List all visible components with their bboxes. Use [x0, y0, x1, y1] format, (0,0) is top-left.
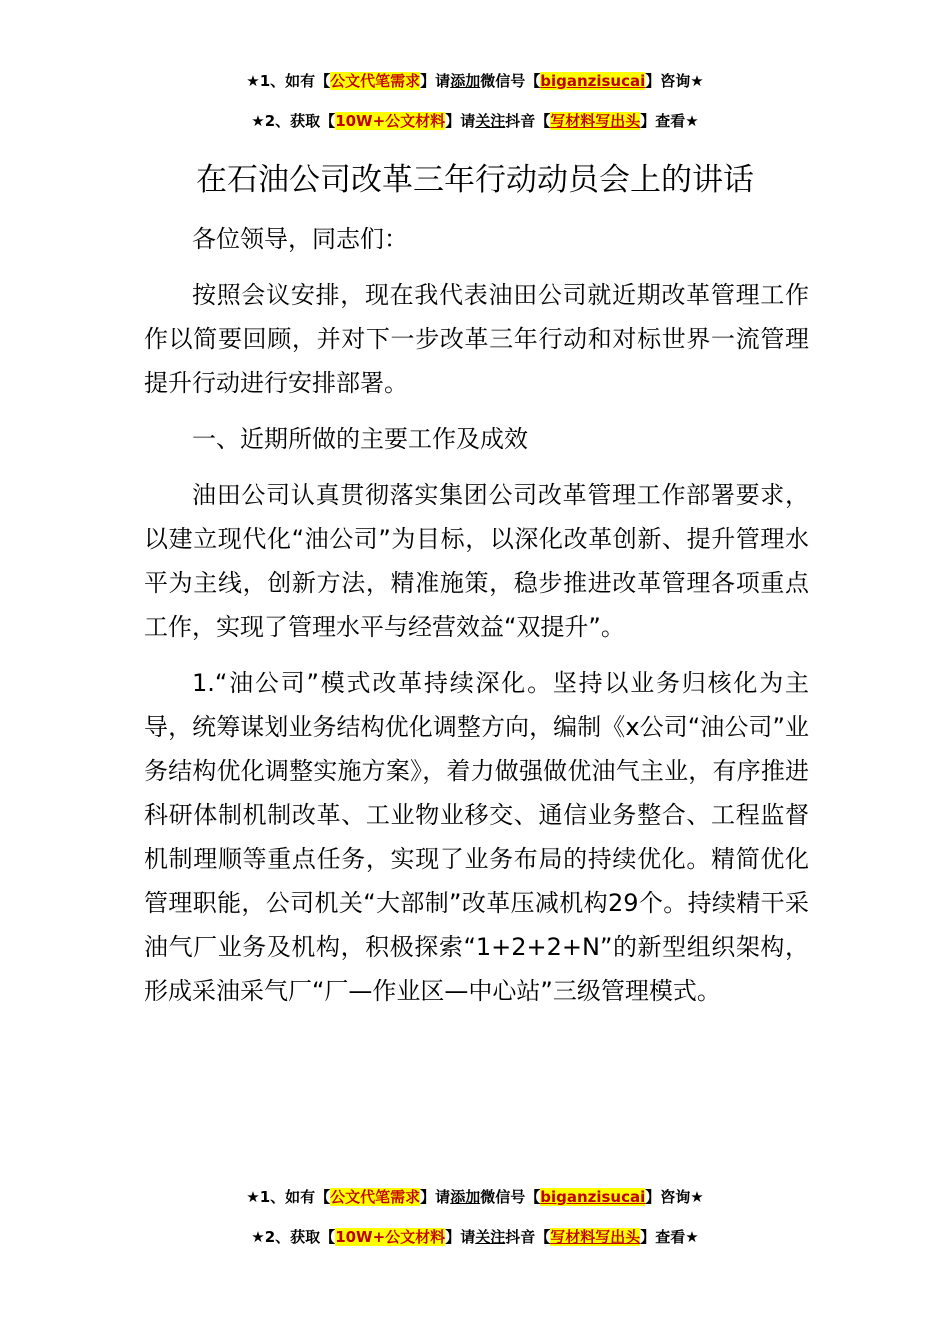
- star-icon: ★: [246, 72, 260, 90]
- star-icon: ★: [251, 1228, 265, 1246]
- document-title: 在石油公司改革三年行动动员会上的讲话: [196, 162, 754, 198]
- douyin-account-link[interactable]: 写材料写出头: [550, 112, 641, 130]
- paragraph-overview: 油田公司认真贯彻落实集团公司改革管理工作部署要求，以建立现代化“油公司”为目标，以深化改革创新、提升管理水平为主线，创新方法，精准施策，稳步推进改革管理各项重点工作，实现了管理水平与经营效益“双提升”。: [144, 481, 809, 641]
- douyin-account-link[interactable]: 写材料写出头: [550, 1228, 641, 1246]
- wechat-id-link[interactable]: biganzisucai: [540, 72, 646, 90]
- header-banner-line-1: ★1、如有【公文代笔需求】请添加微信号【biganzisucai】咨询★: [246, 72, 704, 90]
- highlight-service: 公文代笔需求: [330, 72, 421, 90]
- salutation: 各位领导，同志们：: [192, 225, 408, 253]
- footer-banner-line-1: ★1、如有【公文代笔需求】请添加微信号【biganzisucai】咨询★: [246, 1188, 704, 1206]
- paragraph-intro: 按照会议安排，现在我代表油田公司就近期改革管理工作作以简要回顾，并对下一步改革三年行动和对标世界一流管理提升行动进行安排部署。: [144, 281, 809, 397]
- highlight-service: 公文代笔需求: [330, 1188, 421, 1206]
- star-icon: ★: [246, 1188, 260, 1206]
- highlight-materials: 10W+公文材料: [335, 112, 446, 130]
- section-heading: 一、近期所做的主要工作及成效: [192, 425, 528, 453]
- footer-banner-line-2: ★2、获取【10W+公文材料】请关注抖音【写材料写出头】查看★: [251, 1228, 699, 1246]
- star-icon: ★: [251, 112, 265, 130]
- paragraph-item-1: 1.“油公司”模式改革持续深化。坚持以业务归核化为主导，统筹谋划业务结构优化调整方向，编制《x公司“油公司”业务结构优化调整实施方案》，着力做强做优油气主业，有序推进科研体制机制改革、工业物业移交、通信业务整合、工程监督机制理顺等重点任务，实现了业务布局的持续优化。精简优化管理职能，公司机关“大部制”改革压减机构29个。持续精干采油气厂业务及机构，积极探索“1+2+2+N”的新型组织架构，形成采油采气厂“厂—作业区—中心站”三级管理模式。: [144, 669, 809, 1005]
- highlight-materials: 10W+公文材料: [335, 1228, 446, 1246]
- header-banner-line-2: ★2、获取【10W+公文材料】请关注抖音【写材料写出头】查看★: [251, 112, 699, 130]
- wechat-id-link[interactable]: biganzisucai: [540, 1188, 646, 1206]
- document-body: [144, 217, 809, 1013]
